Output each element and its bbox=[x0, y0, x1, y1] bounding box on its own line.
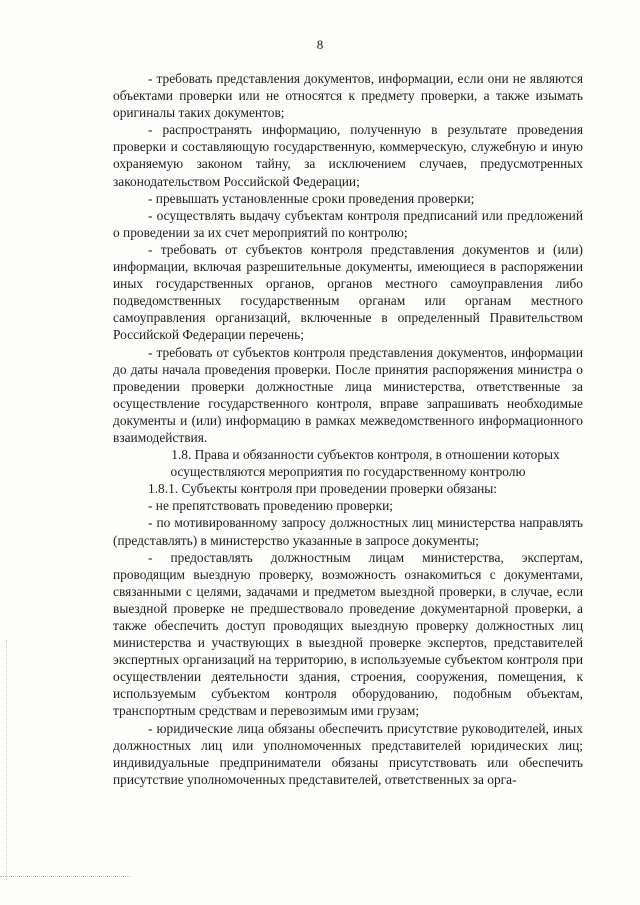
paragraph: - требовать представления документов, информации, если они не являются объектами проверки или не относятся к предмету проверки, а также изымать оригиналы таких документов; bbox=[113, 71, 583, 121]
section-heading: 1.8. Права и обязанности субъектов контроля, в отношении которых осуществляются мероприятия по государственному контролю bbox=[170, 447, 560, 480]
scan-bottom-rule bbox=[0, 876, 130, 877]
paragraph: - предоставлять должностным лицам министерства, экспертам, проводящим выездную проверку, возможность ознакомиться с документами, связанными с целями, задачами и предметом выездной проверки, в случае, если выездной проверке не предшествовало проведение документарной проверки, а также обеспечить доступ проводящих выездную проверку должностных лиц министерства и участвующих в выездной проверке экспертов, представителей экспертных организаций на территорию, в используемые субъектом контроля при осуществлении деятельности здания, строения, сооружения, помещения, к используемым субъектом контроля оборудованию, подобным объектам, транспортным средствам и перевозимым ими грузам; bbox=[113, 549, 583, 719]
paragraph: - юридические лица обязаны обеспечить присутствие руководителей, иных должностных лиц или уполномоченных представителей юридических лиц; индивидуальные предприниматели обязаны присутствовать или обеспечить присутствие уполномоченных представителей, ответственных за орга- bbox=[113, 720, 583, 787]
scan-margin-marks bbox=[6, 640, 11, 880]
document-body bbox=[113, 70, 583, 788]
paragraph: - не препятствовать проведению проверки; bbox=[148, 498, 394, 514]
paragraph: - распространять информацию, полученную в результате проведения проверки и составляющую государственную, коммерческую, служебную и иную охраняемую законом тайну, за исключением случаев, предусмотренных законодательством Российской Федерации; bbox=[113, 122, 583, 189]
paragraph: - превышать установленные сроки проведения проверки; bbox=[148, 190, 475, 206]
paragraph: - требовать от субъектов контроля представления документов, информации до даты начала проведения проверки. После принятия распоряжения министра о проведении проверки должностные лица министерства, ответственные за осуществление государственного контроля, вправе запрашивать необходимые документы и (или) информацию в рамках межведомственного информационного взаимодействия. bbox=[113, 344, 583, 445]
paragraph: - осуществлять выдачу субъектам контроля предписаний или предложений о проведении за их счет мероприятий по контролю; bbox=[113, 207, 583, 240]
page-number: 8 bbox=[316, 37, 324, 52]
paragraph: - требовать от субъектов контроля представления документов и (или) информации, включая разрешительные документы, имеющиеся в распоряжении иных государственных органов, органов местного самоуправления либо подведомственных государственным органам или органам местного самоуправления организаций, включенные в определенный Правительством Российской Федерации перечень; bbox=[113, 241, 583, 343]
paragraph: - по мотивированному запросу должностных лиц министерства направлять (представлять) в министерство указанные в запросе документы; bbox=[113, 515, 583, 548]
paragraph: 1.8.1. Субъекты контроля при проведении проверки обязаны: bbox=[148, 481, 498, 497]
